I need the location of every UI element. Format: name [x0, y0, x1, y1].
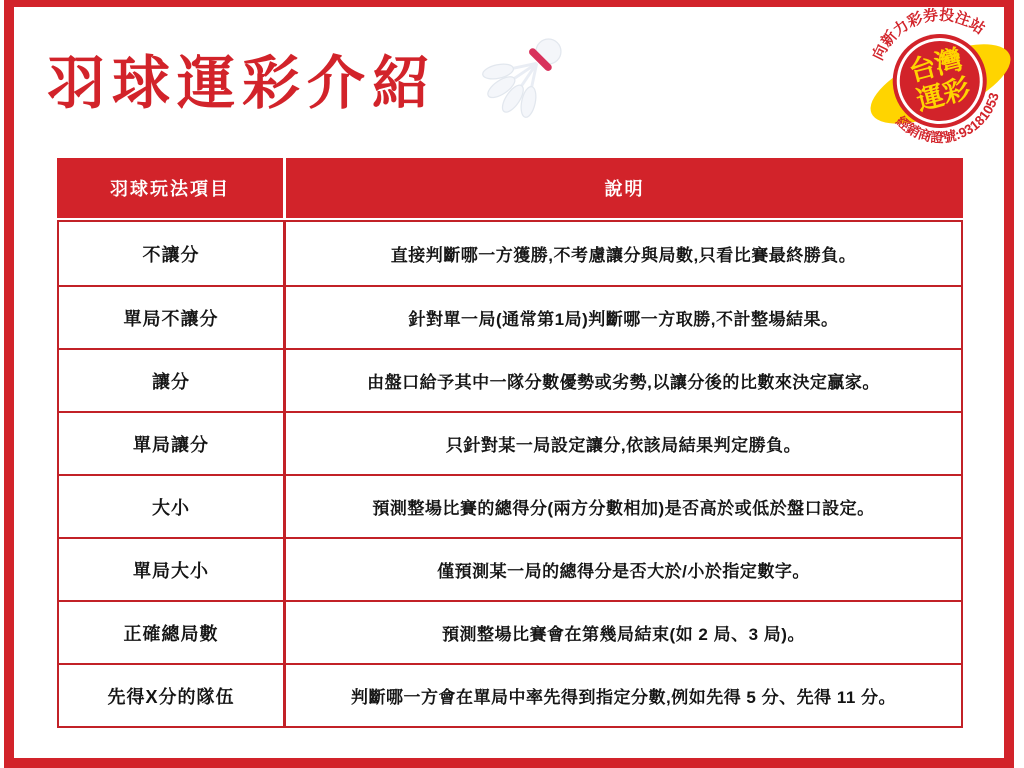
description-cell: 針對單一局(通常第1局)判斷哪一方取勝,不計整場結果。 — [408, 310, 839, 329]
logo-arc-top-text: 向新力彩券投注站 — [869, 6, 988, 63]
play-type-cell: 不讓分 — [59, 222, 286, 285]
logo-name-line2: 運彩 — [913, 73, 974, 117]
play-type-cell: 單局大小 — [59, 539, 286, 600]
logo-name-line1: 台灣 — [905, 44, 966, 88]
taiwan-sport-lottery-badge — [862, 2, 1018, 162]
description-cell: 預測整場比賽會在第幾局結束(如 2 局、3 局)。 — [442, 625, 805, 644]
table-row — [59, 348, 961, 411]
play-type-cell: 單局不讓分 — [59, 287, 286, 348]
page-title: 羽球運彩介紹 — [47, 51, 438, 116]
column-header-play-type: 羽球玩法項目 — [57, 158, 283, 218]
play-type-cell: 大小 — [59, 476, 286, 537]
play-type-cell: 正確總局數 — [59, 602, 286, 663]
table-body — [57, 220, 963, 728]
play-type-cell: 讓分 — [59, 350, 286, 411]
description-cell: 由盤口給予其中一隊分數優勢或劣勢,以讓分後的比數來決定贏家。 — [367, 373, 880, 392]
shuttlecock-icon — [470, 26, 574, 130]
table-row — [59, 222, 961, 285]
table-row — [59, 474, 961, 537]
table-row — [59, 285, 961, 348]
description-cell: 僅預測某一局的總得分是否大於/小於指定數字。 — [437, 562, 810, 581]
play-type-cell: 先得X分的隊伍 — [59, 665, 286, 726]
betting-rules-table — [57, 158, 963, 728]
description-cell: 預測整場比賽的總得分(兩方分數相加)是否高於或低於盤口設定。 — [372, 499, 875, 518]
table-row — [59, 663, 961, 726]
logo-arc-bottom-text: 經銷商證號:93181053 — [893, 91, 1002, 146]
description-cell: 直接判斷哪一方獲勝,不考慮讓分與局數,只看比賽最終勝負。 — [390, 246, 857, 265]
description-cell: 判斷哪一方會在單局中率先得到指定分數,例如先得 5 分、先得 11 分。 — [350, 688, 897, 707]
description-cell: 只針對某一局設定讓分,依該局結果判定勝負。 — [445, 436, 802, 455]
play-type-cell: 單局讓分 — [59, 413, 286, 474]
table-row — [59, 537, 961, 600]
table-row — [59, 411, 961, 474]
column-header-description: 說明 — [286, 158, 963, 218]
table-row — [59, 600, 961, 663]
table-header-row — [57, 158, 963, 218]
